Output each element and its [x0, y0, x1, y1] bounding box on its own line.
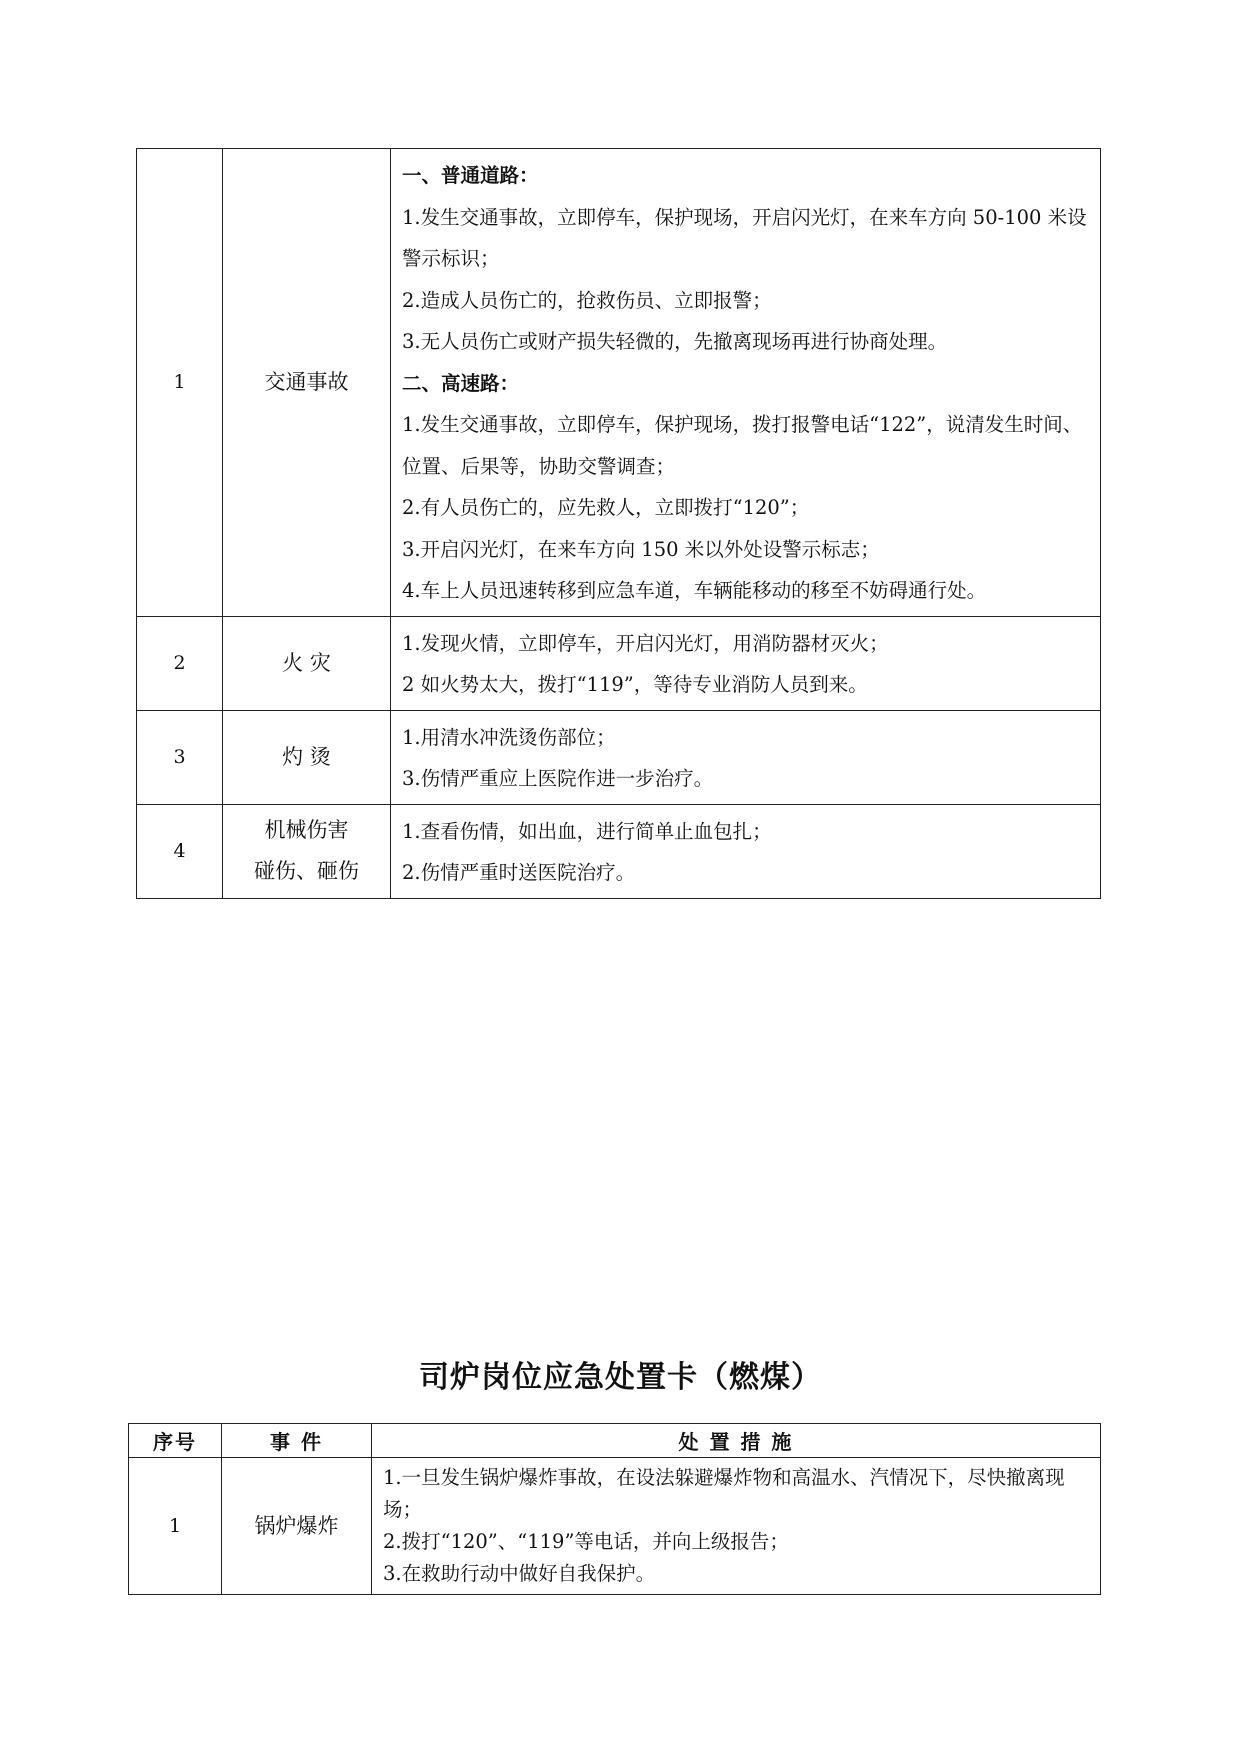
row-number: 2 [137, 616, 223, 710]
event-cell [222, 1458, 372, 1595]
measure-item: 3.开启闪光灯，在来车方向 150 米以外处设警示标志； [402, 537, 880, 561]
table-row [137, 804, 1101, 898]
event-name: 机械伤害 [264, 818, 349, 842]
measures-cell [391, 616, 1101, 710]
measures-cell [391, 149, 1101, 617]
measures-cell [391, 710, 1101, 804]
event-name: 锅炉爆炸 [254, 1513, 339, 1538]
header-measures: 处 置 措 施 [372, 1424, 1101, 1458]
event-cell [223, 710, 391, 804]
measure-item: 1.发生交通事故，立即停车，保护现场，开启闪光灯，在来车方向 50-100 米设警示标识； [402, 205, 1087, 270]
measure-item: 4.车上人员迅速转移到应急车道，车辆能移动的移至不妨碍通行处。 [402, 579, 987, 602]
measure-item: 3.在救助行动中做好自我保护。 [383, 1562, 656, 1585]
table-body [137, 149, 1101, 899]
header-num: 序号 [129, 1424, 222, 1458]
event-name: 碰伤、砸伤 [254, 859, 359, 883]
row-number: 4 [137, 804, 223, 898]
measures-cell [391, 804, 1101, 898]
measure-item: 2.有人员伤亡的，应先救人，立即拨打“120”； [402, 496, 810, 519]
header-event: 事 件 [222, 1424, 372, 1458]
table-body [129, 1458, 1101, 1595]
row-number: 3 [137, 710, 223, 804]
row-number: 1 [137, 149, 223, 617]
measure-item: 1.发生交通事故，立即停车，保护现场，拨打报警电话“122”，说清发生时间、位置、后果等，协助交警调查； [402, 413, 1083, 478]
measure-item: 2.伤情严重时送医院治疗。 [402, 861, 636, 884]
table-row [137, 149, 1101, 617]
event-name: 火 灾 [282, 650, 331, 675]
measure-item: 1.一旦发生锅炉爆炸事故，在设法躲避爆炸物和高温水、汽情况下，尽快撤离现场； [383, 1466, 1065, 1521]
event-name: 灼 烫 [282, 744, 331, 769]
table-row [137, 710, 1101, 804]
event-cell [223, 616, 391, 710]
measure-item: 2.造成人员伤亡的，抢救伤员、立即报警； [402, 288, 772, 312]
measure-item: 1.发现火情，立即停车，开启闪光灯，用消防器材灭火； [402, 631, 889, 655]
event-cell [223, 804, 391, 898]
row-number: 1 [129, 1458, 222, 1595]
measure-heading: 一、普通道路： [402, 164, 539, 187]
measures-cell [372, 1458, 1101, 1595]
stoker-emergency-card-table [128, 1423, 1101, 1595]
measure-item: 2 如火势太大，拨打“119”，等待专业消防人员到来。 [402, 673, 868, 696]
measure-item: 3.伤情严重应上医院作进一步治疗。 [402, 767, 714, 790]
measure-item: 1.用清水冲洗烫伤部位； [402, 725, 616, 749]
event-name: 交通事故 [264, 369, 349, 394]
page-title: 司炉岗位应急处置卡（燃煤） [419, 1360, 822, 1395]
table-header-row [129, 1424, 1101, 1458]
event-cell [223, 149, 391, 617]
table-row [129, 1458, 1101, 1595]
measure-item: 3.无人员伤亡或财产损失轻微的，先撤离现场再进行协商处理。 [402, 330, 948, 353]
measure-item: 2.拨打“120”、“119”等电话，并向上级报告； [383, 1530, 789, 1553]
measure-heading: 二、高速路： [402, 371, 520, 395]
emergency-table-continued [136, 148, 1101, 899]
table-row [137, 616, 1101, 710]
measure-item: 1.查看伤情，如出血，进行简单止血包扎； [402, 819, 772, 843]
